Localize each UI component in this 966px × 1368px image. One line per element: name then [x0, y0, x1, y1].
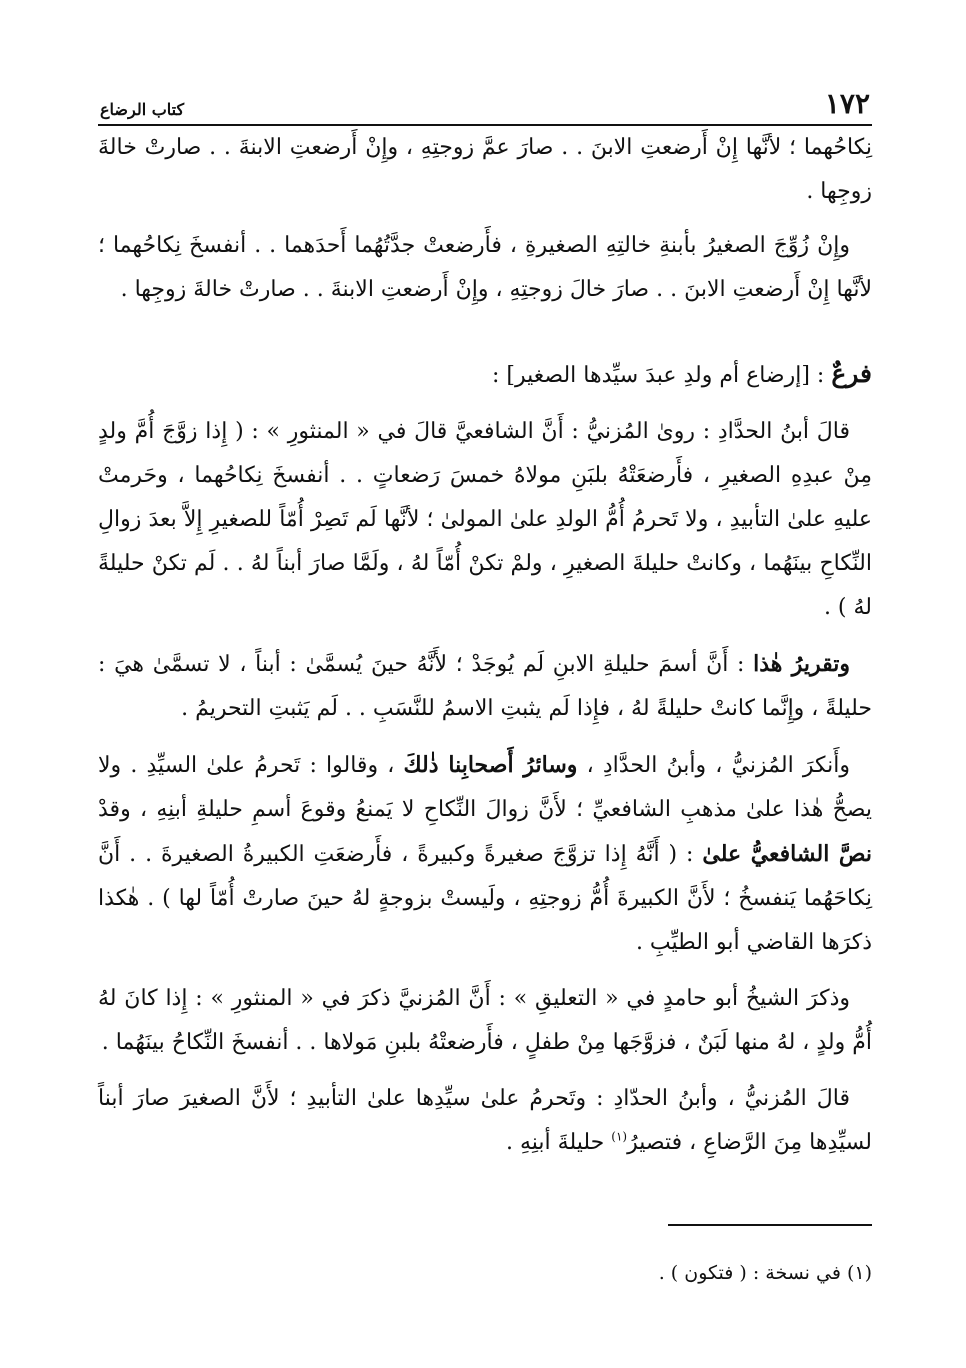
running-title: كتاب الرضاع [100, 100, 185, 119]
page-number: ١٧٢ [824, 87, 870, 120]
paragraph-2: وإِنْ زُوِّجَ الصغيرُ بأبنةِ خالتِهِ الصغيرةِ ، فأَرضعتْ جدَّتُهُما أَحدَهما . . أنفسخَ نِكاحُهما ؛ لأنَّها إِنْ أَرضعتِ الابنَ . . صارَ خالَ زوجتِهِ ، وإِنْ أَرضعتِ الابنةَ . . صارتْ خالةَ زوجِها . [98, 233, 872, 302]
branch-label: فرعٌ [831, 359, 872, 388]
footnote-reference[interactable]: (١) [611, 1129, 628, 1144]
paragraph-5-emphasis-2: نصَّ الشافعيُّ علىٰ [702, 841, 872, 867]
paragraph-4-lead: وتقريرُ هٰذا [753, 651, 850, 677]
paragraph-4-text: : أَنَّ أسمَ حليلةِ الابنِ لَم يُوجَدْ ؛ لأَنَّهُ حينَ يُسمَّىٰ : أبناً ، لا تسمَّىٰ هيَ : حليلةً ، وإِنَّما كانتْ حليلةً لهُ ، فإِذا لَم يثبتِ الاسمُ للنَّسَبِ . . لَم يَثبتِ التحريمُ . [98, 652, 872, 721]
paragraph-5-text-c: : ( أَنَّهُ إِذا تزوَّجَ صغيرةً وكبيرةً ، فأَرضعَتِ الكبيرةُ الصغيرةَ . . أَنَّ نِكاحَهُما يَنفسخُ ؛ لأَنَّ الكبيرةَ أُمُّ زوجتِهِ ، ولَيستْ بزوجةٍ لهُ حينَ صارتْ أُمّاً لها ) . هٰكذا ذكرَها القاضي أبو الطيِّبِ . [98, 842, 872, 955]
branch-title: : [إرضاع أم ولدِ عبدَ سيِّدها الصغير] : [492, 363, 832, 388]
footnote: (١) في نسخة : ( فتكون ) . [658, 1262, 872, 1284]
footnote-rule [668, 1224, 872, 1226]
body-text [98, 126, 872, 1177]
paragraph-7-text-b: حليلةَ أبنِهِ . [506, 1130, 612, 1155]
paragraph-5 [98, 743, 872, 965]
paragraph-5-text-b: ، وقالوا : تَحرمُ علىٰ السيِّدِ . ولا يصحُّ هٰذا علىٰ مذهبِ الشافعيِّ ؛ لأَنَّ زوالَ النِّكاحِ لا يَمنعُ وقوعَ أسمِ حليلةِ أبنِهِ ، وقدْ [98, 753, 872, 822]
paragraph-5-emphasis-1: وسائرُ أَصحابِنا ذٰلكَ [403, 752, 578, 778]
branch-heading [98, 352, 872, 398]
paragraph-5-text-a: وأَنكرَ المُزنيُّ ، وأبنُ الحدَّادِ ، [577, 753, 850, 778]
page-header [100, 78, 870, 118]
paragraph-7 [98, 1077, 872, 1165]
paragraph-1: نِكاحُهما ؛ لأنَّها إِنْ أَرضعتِ الابنَ . . صارَ عمَّ زوجتِهِ ، وإِنْ أَرضعتِ الابنةَ . . صارتْ خالةَ زوجِها . [98, 135, 872, 204]
paragraph-3: قالَ أبنُ الحدَّادِ : روىٰ المُزنيُّ : أَنَّ الشافعيَّ قالَ في « المنثورِ » : ( إِذا زوَّجَ أُمَّ ولدٍ مِنْ عبدِهِ الصغيرِ ، فأَرضعَتْهُ بلبَنِ مولاهُ خمسَ رَضعاتٍ . . أنفسخَ نِكاحُهما ، وحَرمتْ عليهِ علىٰ التأبيدِ ، ولا تَحرمُ أُمُّ الولدِ علىٰ المولىٰ ؛ لأنَّها لَم تَصِرْ أُمّاً للصغيرِ إِلاَّ بعدَ زوالِ النِّكاحِ بينَهُما ، وكانتْ حليلةَ الصغيرِ ، ولمْ تكنْ أُمّاً لهُ ، ولَمَّا صارَ أبناً لهُ . . لَم تكنْ حليلةً لهُ ) . [98, 419, 872, 620]
paragraph-6: وذكرَ الشيخُ أبو حامدٍ في « التعليقِ » : أَنَّ المُزنيَّ ذكرَ في « المنثورِ » : إِذا كانَ لهُ أُمُّ ولدٍ ، لهُ منها لَبَنٌ ، فزوَّجَها مِنْ طفلٍ ، فأَرضعتْهُ بلبنِ مَولاها . . أنفسخَ النِّكاحُ بينَهُما . [98, 986, 872, 1055]
paragraph-7-text-a: قالَ المُزنيُّ ، وأبنُ الحدّادِ : وتَحرمُ علىٰ سيِّدِها علىٰ التأبيدِ ؛ لأَنَّ الصغيرَ صارَ أبناً لسيِّدِها مِنَ الرَّضاعِ ، فتصيرُ [98, 1086, 872, 1155]
paragraph-4 [98, 642, 872, 731]
